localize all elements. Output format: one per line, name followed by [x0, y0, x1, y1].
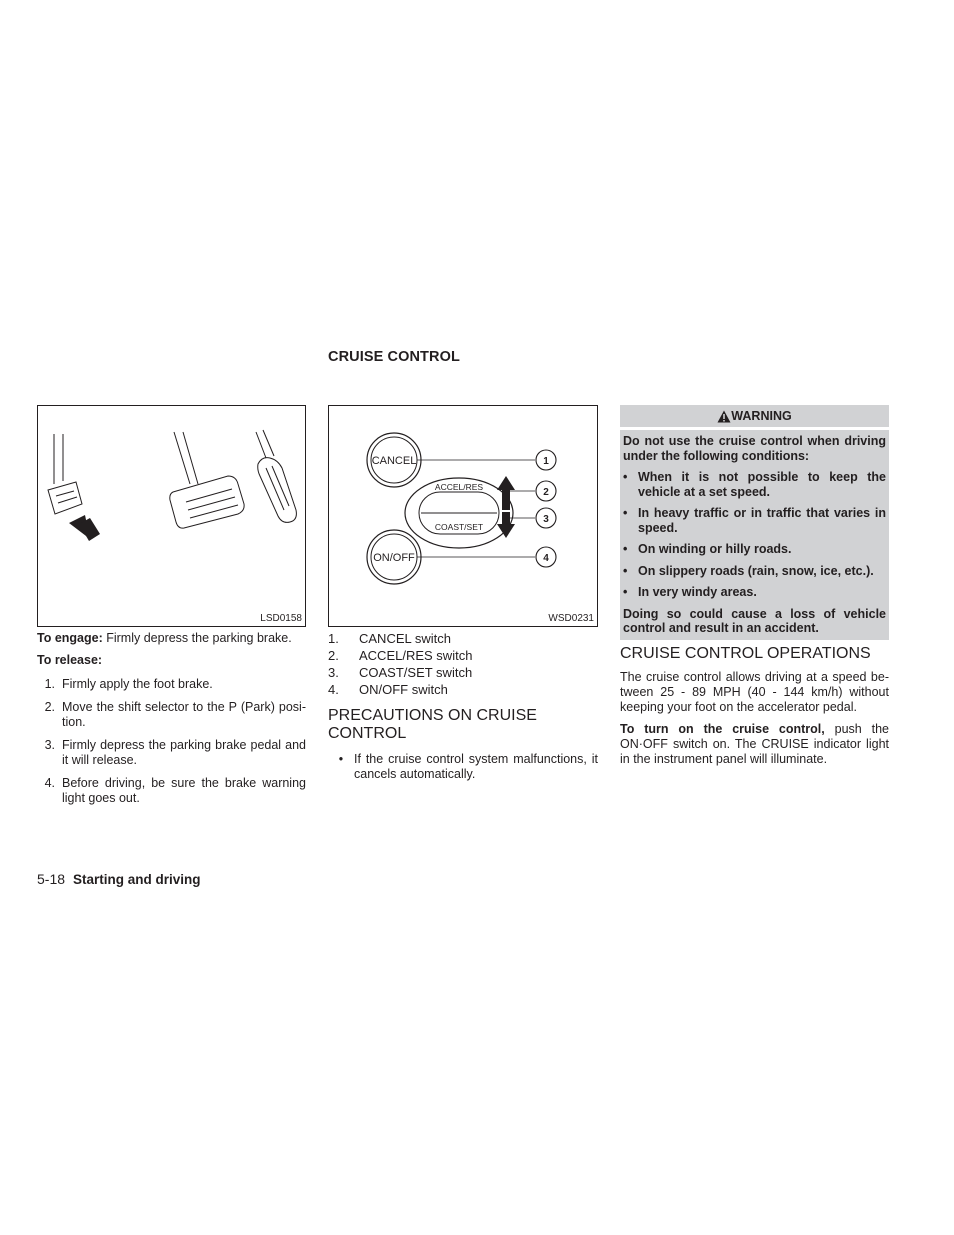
coast-set-label: COAST/SET — [434, 522, 484, 532]
section-title: CRUISE CONTROL — [328, 349, 460, 365]
accel-res-label: ACCEL/RES — [434, 482, 484, 492]
warning-header — [620, 405, 889, 427]
warning-content — [620, 430, 889, 640]
figure-cruise-switches — [328, 405, 598, 627]
operations-heading: CRUISE CONTROL OPERATIONS — [620, 645, 871, 662]
list-item: 2. ACCEL/RES switch — [328, 648, 473, 663]
list-item: 4. Before driving, be sure the brake warning light goes out. — [44, 776, 306, 805]
switch-diagram — [329, 406, 597, 626]
callout-2: 2 — [543, 487, 549, 498]
onoff-label: ON/OFF — [373, 552, 415, 564]
page-number: 5-18 — [37, 871, 66, 887]
release-steps — [37, 677, 306, 806]
engage-paragraph: To engage: Firmly depress the parking brake. — [37, 631, 292, 645]
column-3-text — [620, 645, 889, 767]
column-1-text — [37, 631, 306, 814]
list-item: 1. CANCEL switch — [328, 631, 451, 646]
figure-code: WSD0231 — [548, 613, 594, 624]
column-2-text — [328, 630, 598, 782]
warning-item: • On winding or hilly roads. — [623, 542, 792, 556]
page-footer — [37, 871, 201, 887]
warning-title: WARNING — [731, 409, 792, 423]
callout-4: 4 — [543, 553, 549, 564]
figure-parking-brake — [37, 405, 306, 627]
list-item: • If the cruise control system malfunctions, it cancels automatically. — [338, 752, 598, 781]
warning-outro: Doing so could cause a loss of vehicle control and result in an accident. — [623, 606, 886, 635]
list-item: 1. Firmly apply the foot brake. — [44, 677, 213, 691]
list-item: 3. COAST/SET switch — [328, 665, 473, 680]
warning-item: • In very windy areas. — [623, 585, 757, 599]
switch-list — [328, 630, 598, 698]
operations-paragraph: The cruise control allows driving at a speed be-tween 25 - 89 MPH (40 - 144 km/h) without keeping your foot on the accelerator pedal. — [620, 670, 889, 714]
turn-on-paragraph: To turn on the cruise control, push the ON·OFF switch on. The CRUISE indicator light in the instrument panel will illuminate. — [620, 722, 889, 766]
footer-section: Starting and driving — [73, 872, 201, 887]
warning-item: • On slippery roads (rain, snow, ice, etc.). — [623, 563, 874, 578]
warning-item: • When it is not possible to keep the vehicle at a set speed. — [623, 470, 886, 499]
cancel-label: CANCEL — [371, 455, 417, 467]
warning-intro: Do not use the cruise control when driving under the following conditions: — [623, 434, 886, 463]
warning-triangle-icon — [717, 410, 731, 423]
list-item: 3. Firmly depress the parking brake pedal and it will release. — [44, 738, 306, 767]
release-heading: To release: — [37, 653, 103, 667]
arrow-up-icon — [497, 476, 515, 510]
callout-3: 3 — [543, 514, 549, 525]
precautions-heading: PRECAUTIONS ON CRUISE CONTROL — [328, 707, 537, 742]
list-item: 4. ON/OFF switch — [328, 682, 448, 697]
warning-item: • In heavy traffic or in traffic that varies in speed. — [623, 506, 886, 535]
list-item: 2. Move the shift selector to the P (Park) posi-tion. — [44, 700, 306, 729]
pedal-illustration — [38, 406, 305, 626]
callout-1: 1 — [543, 456, 549, 467]
figure-code: LSD0158 — [260, 613, 302, 624]
warning-box — [620, 405, 889, 640]
